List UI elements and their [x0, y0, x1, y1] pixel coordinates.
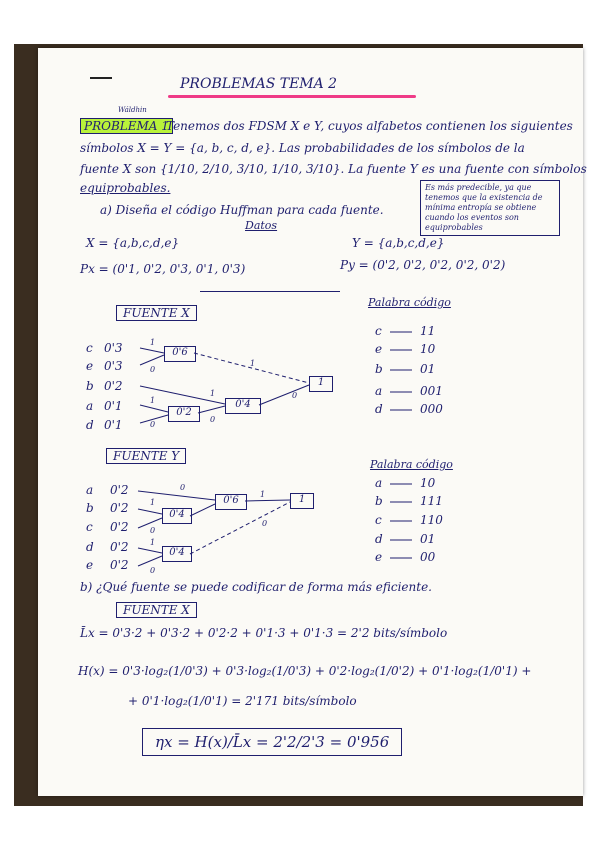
fy-code-sym-3: d [375, 532, 383, 546]
fx-sym-3: a [86, 399, 94, 413]
side-note: Es más predecible, ya que tenemos que la existencia de mínima entropía se obtiene cuando los eventos son equiprobables [420, 180, 560, 236]
fy-code-4: 00 [420, 550, 436, 564]
fy-code-0: 10 [420, 476, 436, 490]
fy-node-04a: 0'4 [162, 508, 192, 524]
part-b-fuente-label: FUENTE X [116, 602, 197, 618]
fuente-y-label: FUENTE Y [106, 448, 186, 464]
fx-node-root: 1 [309, 376, 333, 392]
svg-text:1: 1 [150, 338, 156, 347]
svg-text:1: 1 [150, 396, 156, 405]
fx-prob-1: 0'3 [104, 359, 123, 373]
fy-sym-4: e [86, 558, 94, 572]
page-title: PROBLEMAS TEMA 2 [180, 76, 338, 92]
problem-line-2: símbolos X = Y = {a, b, c, d, e}. Las probabilidades de los símbolos de la [80, 141, 525, 155]
entropy-formula-1: H(x) = 0'3·log₂(1/0'3) + 0'3·log₂(1/0'3) + 0'2·log₂(1/0'2) + 0'1·log₂(1/0'1) + [78, 664, 532, 678]
datos-label: Datos [245, 219, 278, 232]
fx-node-02: 0'2 [168, 406, 200, 422]
fx-sym-2: b [86, 379, 94, 393]
fx-prob-4: 0'1 [104, 418, 123, 432]
fy-code-sym-0: a [375, 476, 383, 490]
fx-code-header: Palabra código [368, 296, 451, 309]
svg-text:1: 1 [250, 359, 256, 368]
x-set: X = {a,b,c,d,e} [86, 236, 180, 250]
fx-sym-4: d [86, 418, 94, 432]
fy-sym-3: d [86, 540, 94, 554]
fy-node-06: 0'6 [215, 494, 247, 510]
fx-code-sym-4: d [375, 402, 383, 416]
svg-text:0: 0 [262, 519, 268, 528]
svg-text:0: 0 [150, 420, 156, 429]
fy-prob-4: 0'2 [110, 558, 129, 572]
fx-sym-1: e [86, 359, 94, 373]
svg-text:0: 0 [210, 415, 216, 424]
svg-text:0: 0 [150, 365, 156, 374]
fy-prob-1: 0'2 [110, 501, 129, 515]
fy-code-1: 111 [420, 494, 443, 508]
fx-node-06: 0'6 [164, 346, 196, 362]
svg-text:1: 1 [210, 389, 216, 398]
px-values: Px = (0'1, 0'2, 0'3, 0'1, 0'3) [80, 262, 246, 276]
svg-text:0: 0 [150, 566, 156, 575]
fy-sym-1: b [86, 501, 94, 515]
fx-prob-3: 0'1 [104, 399, 123, 413]
fy-node-root: 1 [290, 493, 314, 509]
svg-text:0: 0 [180, 483, 186, 492]
fy-code-sym-4: e [375, 550, 383, 564]
fy-prob-2: 0'2 [110, 520, 129, 534]
fx-code-4: 000 [420, 402, 443, 416]
fy-node-04b: 0'4 [162, 546, 192, 562]
y-set: Y = {a,b,c,d,e} [352, 236, 445, 250]
efficiency-result: ηx = H(x)/L̄x = 2'2/2'3 = 0'956 [142, 728, 402, 756]
part-a-text: a) Diseña el código Huffman para cada fuente. [100, 203, 384, 217]
fx-code-1: 10 [420, 342, 436, 356]
part-b-text: b) ¿Qué fuente se puede codificar de forma más eficiente. [80, 580, 432, 594]
svg-text:1: 1 [150, 498, 156, 507]
fy-sym-2: c [86, 520, 93, 534]
entropy-formula-2: + 0'1·log₂(1/0'1) = 2'171 bits/símbolo [128, 694, 357, 708]
problem-line-4: equiprobables. [80, 181, 171, 195]
svg-text:1: 1 [260, 490, 266, 499]
fy-sym-0: a [86, 483, 94, 497]
svg-text:1: 1 [150, 538, 156, 547]
fuente-x-label: FUENTE X [116, 305, 197, 321]
fx-prob-2: 0'2 [104, 379, 123, 393]
fy-prob-0: 0'2 [110, 483, 129, 497]
fx-code-sym-2: b [375, 362, 383, 376]
avg-length-formula: L̄x = 0'3·2 + 0'3·2 + 0'2·2 + 0'1·3 + 0'1·3 = 2'2 bits/símbolo [80, 626, 448, 640]
fx-code-sym-1: e [375, 342, 383, 356]
fy-code-sym-2: c [375, 513, 382, 527]
fx-code-sym-0: c [375, 324, 382, 338]
fy-code-sym-1: b [375, 494, 383, 508]
problem-line-1: Tenemos dos FDSM X e Y, cuyos alfabetos contienen los siguientes [166, 119, 573, 133]
fy-code-header: Palabra código [370, 458, 453, 471]
svg-text:0: 0 [150, 526, 156, 535]
fx-code-0: 11 [420, 324, 436, 338]
fx-sym-0: c [86, 341, 93, 355]
fx-code-3: 001 [420, 384, 443, 398]
svg-text:0: 0 [292, 391, 298, 400]
problem-line-3: fuente X son {1/10, 2/10, 3/10, 1/10, 3/10}. La fuente Y es una fuente con símbolos [80, 162, 587, 176]
fx-node-04: 0'4 [225, 398, 261, 414]
py-values: Py = (0'2, 0'2, 0'2, 0'2, 0'2) [340, 258, 506, 272]
fx-code-sym-3: a [375, 384, 383, 398]
fy-code-3: 01 [420, 532, 436, 546]
fy-code-2: 110 [420, 513, 443, 527]
margin-note: Wáldhin [118, 106, 147, 114]
fy-prob-3: 0'2 [110, 540, 129, 554]
fx-code-2: 01 [420, 362, 436, 376]
problem-tag: PROBLEMA 1 [80, 118, 173, 134]
fx-prob-0: 0'3 [104, 341, 123, 355]
